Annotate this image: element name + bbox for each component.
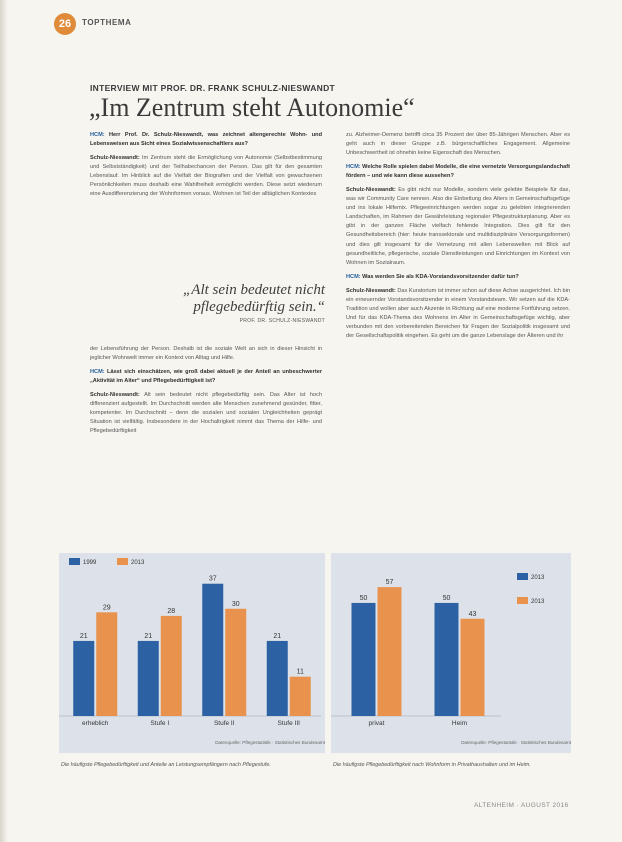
- bar-value-label: 43: [468, 610, 477, 618]
- text-column-left-top: [90, 131, 322, 204]
- bar-value-label: 30: [231, 600, 240, 608]
- bar-value-label: 29: [102, 604, 111, 612]
- legend-label: 2013: [131, 560, 145, 566]
- speaker-label: Schulz-Nieswandt:: [90, 155, 142, 162]
- paragraph-text: Das Kuratorium ist immer schon auf diese Achse ausgerichtet. Ich bin ein erneuernder Vorstandsvorsitzender in einem Vorstandsteam. Wir setzen auf die KDA-Tradition und wollen aber auch Akzente in Richtung auf eine moderne Fortführung setzen. Und für das KDA-Thema des Wohnens im Alter in Gemeinschaftsgefüge wichtig, aber verbunden mit den vorbereitenden Bereichen für Fragen der Sozialpolitik insgesamt und der Gesellschaftspolitik eingehen. Es geht um die ganze Lebenslage der Älteren und ihr: [346, 287, 570, 339]
- bar-chart-right-svg: [331, 553, 571, 753]
- bar-chart-left: [59, 553, 325, 753]
- bar-2013-erheblich: [96, 612, 117, 716]
- legend-swatch-2013: [517, 573, 528, 580]
- article-headline: „Im Zentrum steht Autonomie“: [89, 93, 415, 122]
- chart-right-source: Datenquelle: Pflegestatistik · Statistisches Bundesamt: [461, 740, 571, 745]
- interview-answer: [90, 345, 322, 363]
- text-column-left-bottom: [90, 345, 322, 441]
- speaker-label: HCM:: [90, 369, 108, 376]
- pull-quote-source: PROF. DR. SCHULZ-NIESWANDT: [239, 318, 325, 324]
- bar-value-label: 57: [385, 579, 394, 587]
- paragraph-text: Es gibt nicht nur Modelle, sondern viele gelebte Beispiele für das, was wir Community Care nennen. Also die Einbettung des Alters in Gemeinschaftsgefüge und ins lokale Hilfemix. Pflegeeinrichtungen werden sogar zu gelebten integrierenden Landschaften, im Rahmen der Gewährleistung regionaler Pflegestrukturplanung. Aber es gibt in der ganzen Fläche vielfach fehlende Integration. Dies gilt für den Gesundheitsbereich (hier: heute transsektorale und multidisziplinäre Versorgungsformen) und dies gilt insgesamt für die Vernetzung mit allen Lebenswelten mit Blick auf gesundheitliche, pflegerische, soziale Dienstleistungen und Einrichtungen im Kontext von Wohnen im Sozialraum.: [346, 187, 570, 266]
- interview-question: [90, 131, 322, 149]
- section-label: TOPTHEMA: [82, 18, 132, 27]
- pull-quote: „Alt sein bedeutet nicht pflegebedürftig sein.“: [182, 282, 325, 315]
- speaker-label: Schulz-Nieswandt:: [90, 392, 145, 399]
- bar-1999-Stufe II: [202, 584, 223, 716]
- text-column-right: [346, 131, 570, 346]
- interview-answer: [346, 287, 570, 341]
- interview-answer: [90, 391, 322, 436]
- paragraph-text: Lässt sich einschätzen, wie groß dabei aktuell je der Anteil an unbeschwerter „Aktivität im Alter“ und Pflegebedürftigkeit ist?: [90, 369, 322, 385]
- page-number-badge: 26: [54, 13, 76, 35]
- interview-answer: [90, 154, 322, 199]
- page-footer: ALTENHEIM · AUGUST 2016: [474, 802, 569, 809]
- chart-left-caption: Die häufigste Pflegebedürftigkeit und Anteile an Leistungsempfängern nach Pflegestufe.: [61, 762, 271, 768]
- interview-question: [346, 273, 570, 282]
- bar-2013-Heim: [435, 603, 459, 716]
- legend-swatch-1999: [69, 558, 80, 565]
- paragraph-text: Im Zentrum steht die Ermöglichung von Autonomie (Selbstbestimmung und Selbstständigkeit) und der Teilhabechancen der Person. Das gilt für den gesamten Lebenslauf. Im Hinblick auf die Vielfalt der Biografien und der Vielfalt von gewachsenen Persönlichkeiten muss deshalb eine Wahlfreiheit ermöglicht werden. Diese setzt wiederum eine Ausdifferenzierung der Wohnformen voraus. Wohnen ist Teil der alltäglichen Kontextes: [90, 155, 323, 198]
- bar-2013-Stufe III: [290, 677, 311, 716]
- bar-value-label: 28: [167, 607, 176, 615]
- legend-swatch-2013: [117, 558, 128, 565]
- bar-1999-erheblich: [73, 641, 94, 716]
- bar-value-label: 21: [79, 632, 88, 640]
- category-tick-label: erheblich: [82, 720, 109, 727]
- bar-value-label: 21: [273, 632, 282, 640]
- speaker-label: Schulz-Nieswandt:: [346, 187, 399, 194]
- bar-1999-Stufe I: [138, 641, 159, 716]
- paragraph-text: Was werden Sie als KDA-Vorstandsvorsitzender dafür tun?: [362, 273, 519, 280]
- category-tick-label: Stufe III: [277, 720, 300, 727]
- bar-value-label: 37: [208, 575, 217, 583]
- bar-2013-privat: [378, 587, 402, 716]
- interview-answer: [346, 131, 570, 158]
- interview-question: [90, 368, 322, 386]
- interview-question: [346, 163, 570, 181]
- legend-label: 1999: [83, 560, 97, 566]
- bar-chart-left-svg: [59, 553, 325, 753]
- page-binding-shadow: [0, 0, 8, 842]
- interview-answer: [346, 186, 570, 267]
- paragraph-text: Alt sein bedeutet nicht pflegebedürftig sein. Das Alter ist hoch differenziert aufgestellt. Im Durchschnitt werden alte Menschen zunehmend gesünder, fitter, kompetenter. Im Durchschnitt – denn die sozialen und sozialen Ungleichheiten geprägt Situation ist vielfältig. Insbesondere in der Hochaltrigkeit nimmt das Thema der Hilfe- und Pflegebedürftigkeit: [90, 392, 323, 435]
- legend-swatch-2013: [517, 597, 528, 604]
- paragraph-text: der Lebensführung der Person. Deshalb ist die soziale Welt an sich in dieser Hinsicht in jeglicher Wohnwelt immer ein Kontext von Alltag und Hilfe.: [90, 346, 322, 362]
- bar-value-label: 21: [144, 632, 153, 640]
- category-tick-label: Stufe I: [150, 720, 170, 727]
- bar-2013-Stufe I: [161, 616, 182, 716]
- speaker-label: HCM:: [90, 132, 109, 138]
- bar-chart-right: [331, 553, 571, 753]
- chart-right-caption: Die häufigste Pflegebedürftigkeit nach Wohnform in Privathaushalten und im Heim.: [333, 762, 531, 768]
- category-tick-label: Stufe II: [213, 720, 235, 727]
- chart-left-source: Datenquelle: Pflegestatistik · Statistisches Bundesamt: [215, 740, 325, 745]
- speaker-label: Schulz-Nieswandt:: [346, 287, 398, 294]
- bar-value-label: 50: [359, 594, 368, 602]
- legend-label: 2013: [531, 599, 545, 605]
- bar-2013-privat: [352, 603, 376, 716]
- bar-value-label: 50: [442, 594, 451, 602]
- bar-1999-Stufe III: [267, 641, 288, 716]
- paragraph-text: Herr Prof. Dr. Schulz-Nieswandt, was zeichnet altengerechte Wohn- und Lebensweisen aus Sicht eines Sozialwissenschaftlers aus?: [90, 132, 322, 148]
- legend-label: 2013: [531, 575, 545, 581]
- article-kicker: INTERVIEW MIT PROF. DR. FRANK SCHULZ-NIESWANDT: [90, 83, 336, 93]
- category-tick-label: Heim: [451, 720, 468, 727]
- paragraph-text: Welche Rolle spielen dabei Modelle, die eine vernetzte Versorgungslandschaft fördern – und wie kann diese aussehen?: [346, 164, 571, 180]
- bar-2013-Heim: [461, 619, 485, 716]
- bar-value-label: 11: [296, 668, 304, 676]
- category-tick-label: privat: [368, 720, 385, 727]
- speaker-label: HCM:: [346, 164, 363, 171]
- speaker-label: HCM:: [346, 273, 363, 280]
- bar-2013-Stufe II: [225, 609, 246, 716]
- paragraph-text: zu. Alzheimer-Demenz betrifft circa 35 Prozent der über 85-Jährigen Menschen. Aber es geht auch in dieser Gruppe z.B. bürgerschaftliches Engagement. Allgemeine Unbeschwertheit ist ohnehin keine Eigenschaft des Menschen.: [346, 132, 570, 157]
